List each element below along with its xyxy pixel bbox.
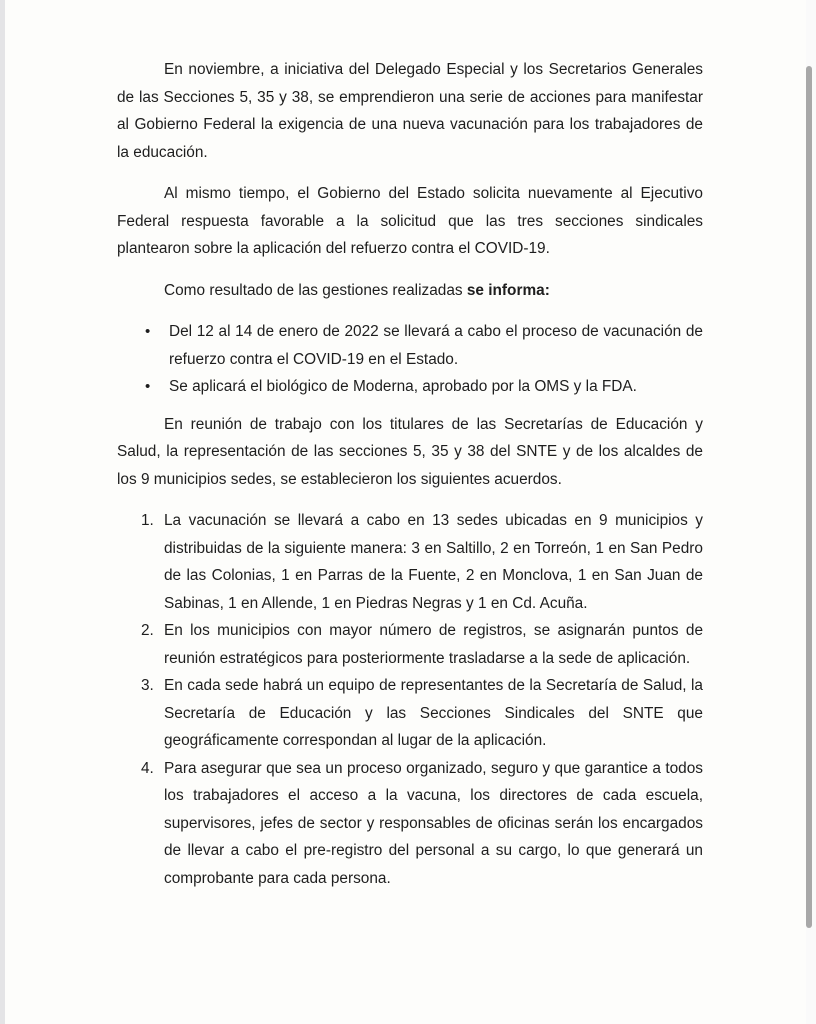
bullet-item [117, 318, 703, 373]
bullet-icon: • [145, 378, 151, 395]
agreement-text: La vacunación se llevará a cabo en 13 sedes ubicadas en 9 municipios y distribuidas de la siguiente manera: 3 en Saltillo, 2 en Torreón, 1 en San Pedro de las Colonias, 1 en Parras de la Fuente, 2 en Monclova, 1 en San Juan de Sabinas, 1 en Allende, 1 en Piedras Negras y 1 en Cd. Acuña. [164, 512, 703, 612]
agreement-number: 4. [141, 759, 154, 777]
agreement-item [117, 672, 703, 755]
agreement-text: En los municipios con mayor número de registros, se asignarán puntos de reunión estratégicos para posteriormente trasladarse a la sede de aplicación. [164, 622, 703, 667]
scrollbar-thumb[interactable] [806, 66, 812, 928]
agreement-text: Para asegurar que sea un proceso organizado, seguro y que garantice a todos los trabajadores el acceso a la vacuna, los directores de cada escuela, supervisores, jefes de sector y responsables de oficinas serán los encargados de llevar a cabo el pre-registro del personal a su cargo, lo que generará un comprobante para cada persona. [164, 759, 703, 887]
document-page [117, 56, 703, 892]
agreement-item [117, 755, 703, 893]
bullet-icon: • [145, 323, 151, 340]
paragraph-november: En noviembre, a iniciativa del Delegado Especial y los Secretarios Generales de las Secciones 5, 35 y 38, se emprendieron una serie de acciones para manifestar al Gobierno Federal la exigencia de una nueva vacunación para los trabajadores de la educación. [117, 61, 703, 161]
agreement-item [117, 507, 703, 617]
agreement-text: En cada sede habrá un equipo de representantes de la Secretaría de Salud, la Secretaría de Educación y las Secciones Sindicales del SNTE que geográficamente correspondan al lugar de la aplicación. [164, 677, 703, 749]
viewer-left-edge [0, 0, 5, 1024]
paragraph-intro [117, 277, 703, 305]
agreement-item [117, 617, 703, 672]
paragraph-meeting: En reunión de trabajo con los titulares de las Secretarías de Educación y Salud, la representación de las secciones 5, 35 y 38 del SNTE y de los alcaldes de los 9 municipios sedes, se establecieron los siguientes acuerdos. [117, 415, 703, 488]
bullet-item [117, 373, 703, 401]
intro-bold: se informa: [466, 281, 550, 299]
bullet-text: Del 12 al 14 de enero de 2022 se llevará a cabo el proceso de vacunación de refuerzo contra el COVID-19 en el Estado. [169, 323, 703, 368]
agreements-list [117, 507, 703, 892]
bullet-text: Se aplicará el biológico de Moderna, aprobado por la OMS y la FDA. [169, 378, 637, 395]
agreement-number: 2. [141, 622, 154, 639]
intro-text: Como resultado de las gestiones realizadas [164, 281, 467, 299]
agreement-number: 3. [141, 677, 154, 694]
paragraph-state-government: Al mismo tiempo, el Gobierno del Estado solicita nuevamente al Ejecutivo Federal respuesta favorable a la solicitud que las tres secciones sindicales plantearon sobre la aplicación del refuerzo contra el COVID-19. [117, 185, 703, 257]
info-bullet-list [117, 318, 703, 401]
agreement-number: 1. [141, 512, 154, 529]
